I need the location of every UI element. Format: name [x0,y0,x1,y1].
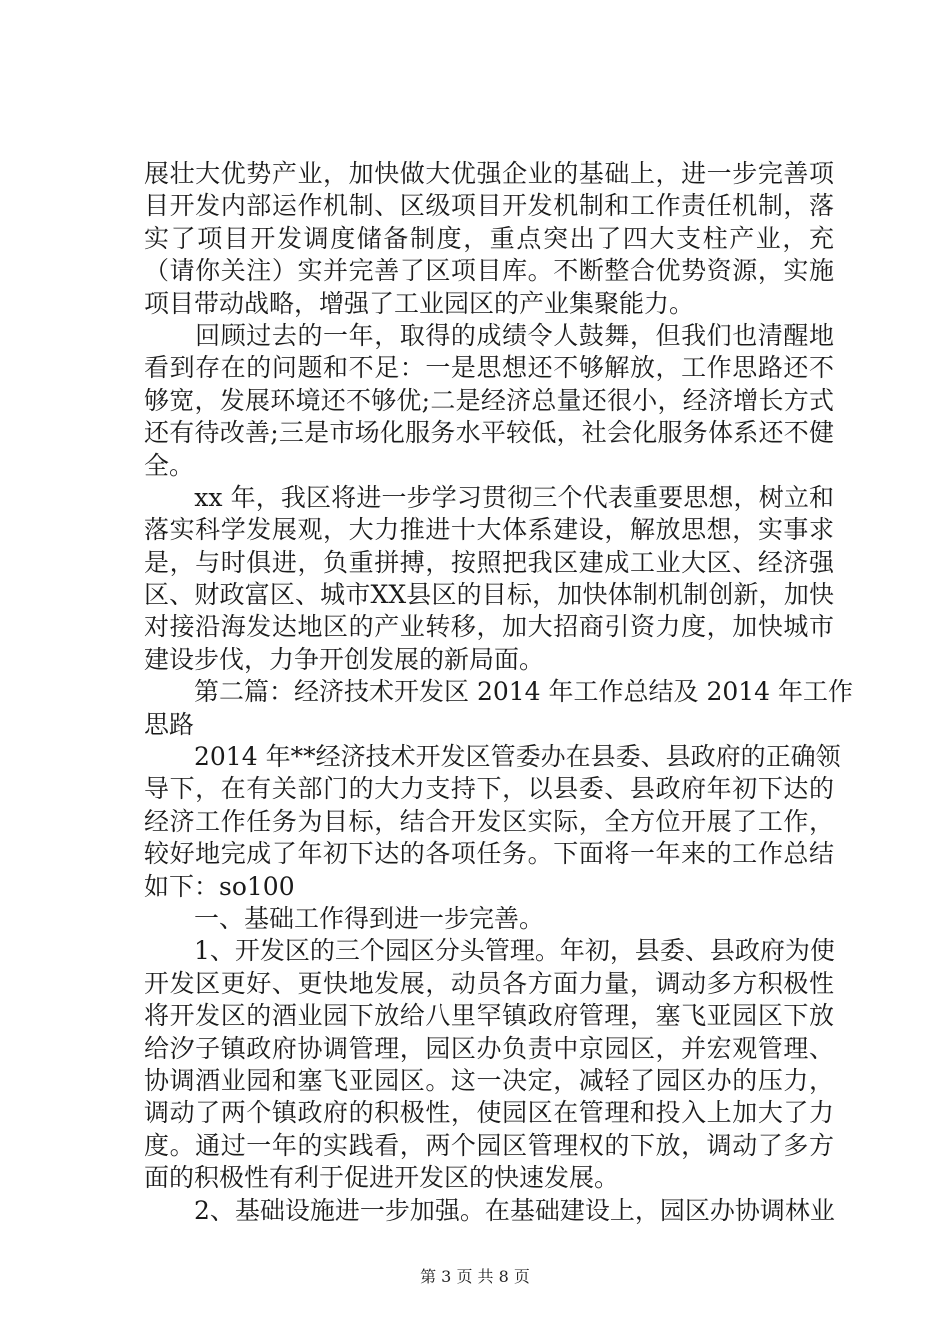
text-line: 如下：so100 [144,871,295,901]
text-line: 2、基础设施进一步加强。在基础建设上，园区办协调林业 [144,1195,835,1225]
text-line: 全。 [144,450,195,480]
text-line: 思路 [144,709,195,739]
text-line: 区、财政富区、城市XX县区的目标，加快体制机制创新，加快 [144,580,834,610]
text-line: 对接沿海发达地区的产业转移，加大招商引资力度，加快城市 [144,612,834,642]
text-line: 展壮大优势产业，加快做大优强企业的基础上，进一步完善项 [144,159,834,188]
text-line: 面的积极性有利于促进开发区的快速发展。 [144,1163,620,1193]
text-line: 一、基础工作得到进一步完善。 [144,903,545,933]
text-line: 1、开发区的三个园区分头管理。年初，县委、县政府为使 [144,936,835,966]
text-line: 回顾过去的一年，取得的成绩令人鼓舞，但我们也清醒地 [144,320,834,350]
text-line: 项目带动战略，增强了工业园区的产业集聚能力。 [144,288,695,318]
text-line: 还有待改善;三是市场化服务水平较低，社会化服务体系还不健 [144,418,834,448]
text-line: 够宽，发展环境还不够优;二是经济总量还很小，经济增长方式 [144,385,834,415]
text-line: 开发区更好、更快地发展，动员各方面力量，调动多方积极性 [144,968,834,998]
text-line: 第二篇：经济技术开发区 2014 年工作总结及 2014 年工作 [144,677,854,707]
text-line: 看到存在的问题和不足：一是思想还不够解放，工作思路还不 [144,353,834,383]
text-line: 2014 年**经济技术开发区管委办在县委、县政府的正确领 [144,742,841,772]
text-line: 目开发内部运作机制、区级项目开发机制和工作责任机制，落 [144,191,834,221]
document-body [144,158,854,1227]
text-line: 经济工作任务为目标，结合开发区实际，全方位开展了工作， [144,806,834,836]
text-line: 建设步伐，力争开创发展的新局面。 [144,644,545,674]
text-line: 是，与时俱进，负重拼搏，按照把我区建成工业大区、经济强 [144,547,834,577]
page-footer: 第 3 页 共 8 页 [420,1267,530,1286]
text-line: 实了项目开发调度储备制度，重点突出了四大支柱产业，充 [144,223,834,253]
text-line: 协调酒业园和塞飞亚园区。这一决定，减轻了园区办的压力， [144,1065,834,1095]
text-line: 将开发区的酒业园下放给八里罕镇政府管理，塞飞亚园区下放 [144,1001,834,1031]
text-line: 导下，在有关部门的大力支持下，以县委、县政府年初下达的 [144,774,834,804]
text-line: 调动了两个镇政府的积极性，使园区在管理和投入上加大了力 [144,1098,834,1128]
text-line: xx 年，我区将进一步学习贯彻三个代表重要思想，树立和 [144,482,834,512]
text-line: （请你关注）实并完善了区项目库。不断整合优势资源，实施 [144,256,834,286]
text-line: 度。通过一年的实践看，两个园区管理权的下放，调动了多方 [144,1130,834,1160]
text-line: 较好地完成了年初下达的各项任务。下面将一年来的工作总结 [144,839,834,869]
text-line: 落实科学发展观，大力推进十大体系建设，解放思想，实事求 [144,515,834,545]
text-line: 给汐子镇政府协调管理，园区办负责中京园区，并宏观管理、 [144,1033,834,1063]
